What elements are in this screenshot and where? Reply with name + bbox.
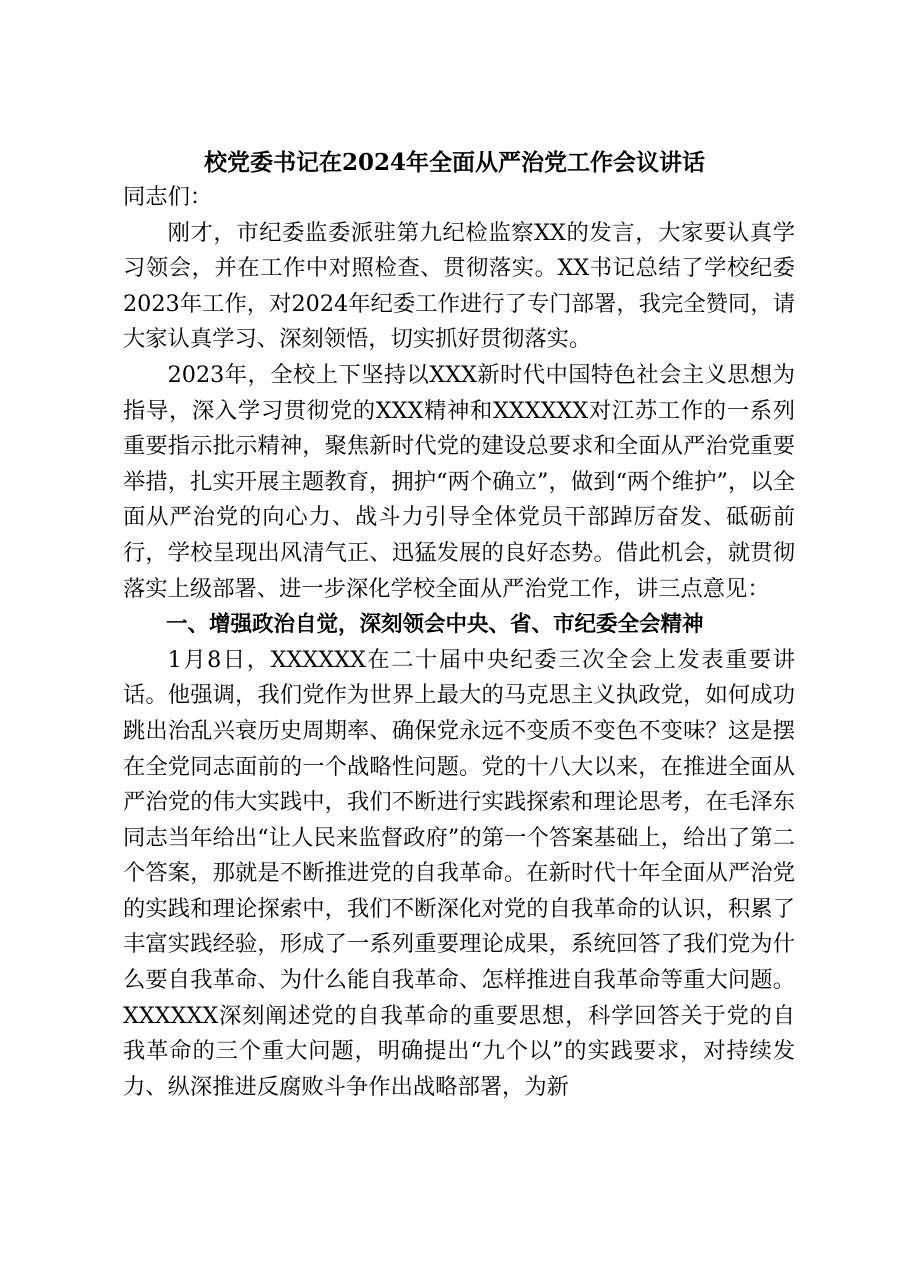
salutation: 同志们：: [123, 184, 213, 210]
document-title: 校党委书记在2024年全面从严治党工作会议讲话: [203, 149, 705, 176]
document-body: [123, 180, 795, 1105]
paragraph-section-1: 1月8日，XXXXXX在二十届中央纪委三次全会上发表重要讲话。他强调，我们党作为世界上最大的马克思主义执政党，如何成功跳出治乱兴衰历史周期率、确保党永远不变质不变色不变味？这是摆在全党同志面前的一个战略性问题。党的十八大以来，在推进全面从严治党的伟大实践中，我们不断进行实践探索和理论思考，在毛泽东同志当年给出“让人民来监督政府”的第一个答案基础上，给出了第二个答案，那就是不断推进党的自我革命。在新时代十年全面从严治党的实践和理论探索中，我们不断深化对党的自我革命的认识，积累了丰富实践经验，形成了一系列重要理论成果，系统回答了我们党为什么要自我革命、为什么能自我革命、怎样推进自我革命等重大问题。XXXXXX深刻阐述党的自我革命的重要思想，科学回答关于党的自我革命的三个重大问题，明确提出“九个以”的实践要求，对持续发力、纵深推进反腐败斗争作出战略部署，为新: [123, 646, 795, 1100]
section-heading-1: 一、增强政治自觉，深刻领会中央、省、市纪委全会精神: [166, 612, 704, 638]
paragraph-opening: 刚才，市纪委监委派驻第九纪检监察XX的发言，大家要认真学习领会，并在工作中对照检查、贯彻落实。XX书记总结了学校纪委2023年工作，对2024年纪委工作进行了专门部署，我完全赞同，请大家认真学习、深刻领悟，切实抓好贯彻落实。: [123, 219, 795, 353]
paragraph-summary-2023: 2023年，全校上下坚持以XXX新时代中国特色社会主义思想为指导，深入学习贯彻党的XXX精神和XXXXXX对江苏工作的一系列重要指示批示精神，聚焦新时代党的建设总要求和全面从严治党重要举措，扎实开展主题教育，拥护“两个确立”，做到“两个维护”，以全面从严治党的向心力、战斗力引导全体党员干部踔厉奋发、砥砺前行，学校呈现出风清气正、迅猛发展的良好态势。借此机会，就贯彻落实上级部署、进一步深化学校全面从严治党工作，讲三点意见：: [123, 361, 795, 602]
